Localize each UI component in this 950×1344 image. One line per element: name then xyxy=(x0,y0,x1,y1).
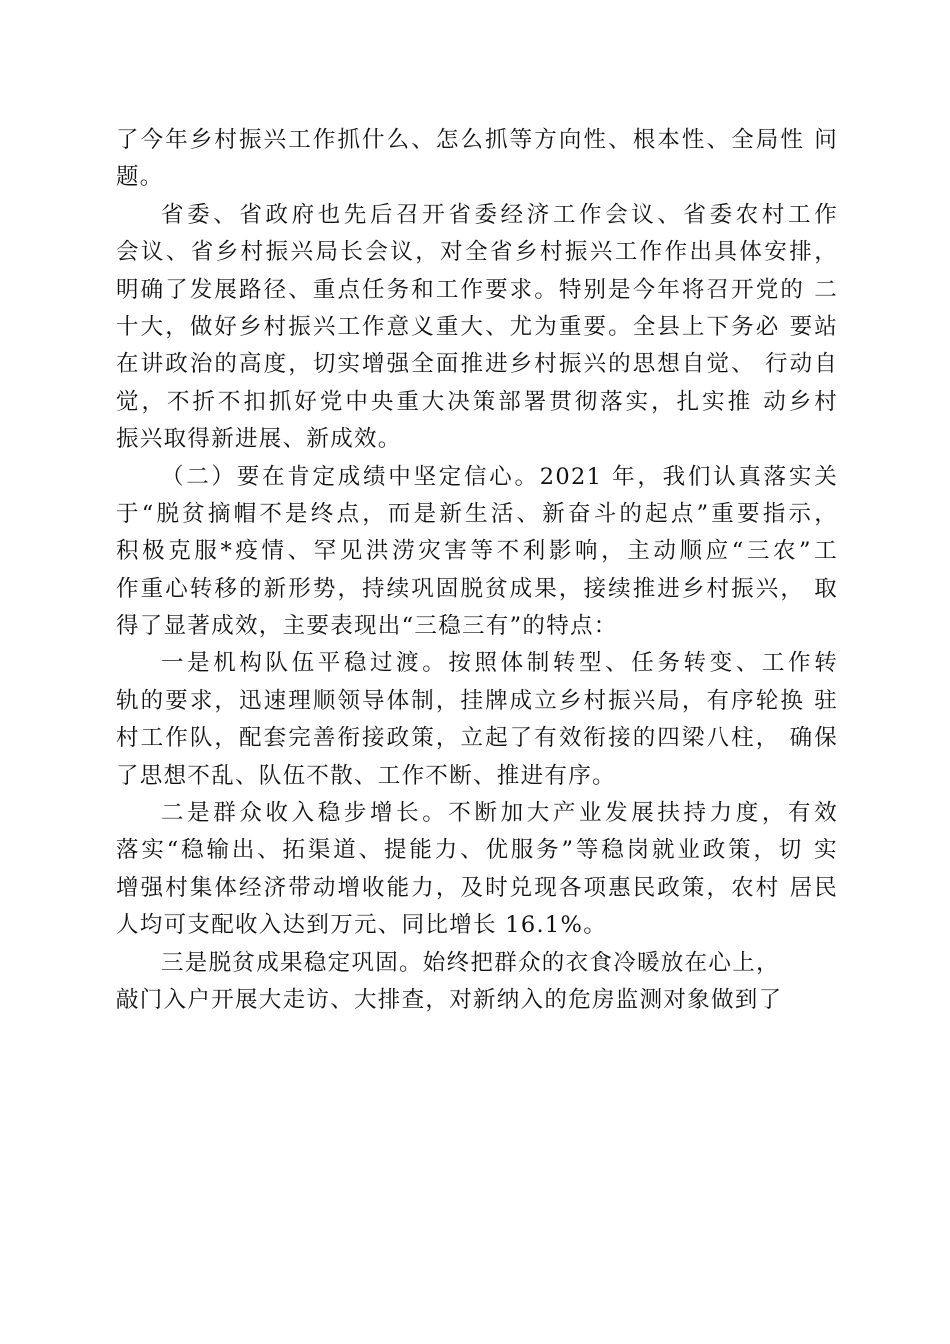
text-line: 落实“稳输出、拓渠道、提能力、优服务”等稳岗就业政策，切 实 xyxy=(116,837,838,864)
text-line: 敲门入户开展大走访、大排查，对新纳入的危房监测对象做到了 xyxy=(116,986,783,1013)
text-line: 作重心转移的新形势，持续巩固脱贫成果，接续推进乡村振兴， 取 xyxy=(116,575,838,602)
text-line: 明确了发展路径、重点任务和工作要求。特别是今年将召开党的 二 xyxy=(116,276,838,303)
text-line: 觉，不折不扣抓好党中央重大决策部署贯彻落实，扎实推 动乡村 xyxy=(116,388,838,415)
text-line: 十大，做好乡村振兴工作意义重大、尤为重要。全县上下务必 要站 xyxy=(116,313,838,340)
text-line: 了今年乡村振兴工作抓什么、怎么抓等方向性、根本性、全局性 问 xyxy=(116,127,838,153)
paragraph-start-line: 省委、省政府也先后召开省委经济工作会议、省委农村工作 xyxy=(161,201,838,228)
text-line: 会议、省乡村振兴局长会议，对全省乡村振兴工作作出具体安排， xyxy=(116,239,838,266)
text-line: 振兴取得新进展、新成效。 xyxy=(116,426,402,453)
paragraph-start-line: 一是机构队伍平稳过渡。按照体制转型、任务转变、工作转 xyxy=(161,650,838,677)
text-line: 题。 xyxy=(116,164,164,191)
paragraph-start-line: 二是群众收入稳步增长。不断加大产业发展扶持力度，有效 xyxy=(161,800,838,827)
text-line: 在讲政治的高度，切实增强全面推进乡村振兴的思想自觉、 行动自 xyxy=(116,351,838,378)
body-text xyxy=(116,122,838,1019)
paragraph-start-line: 三是脱贫成果稳定巩固。始终把群众的衣食冷暖放在心上， xyxy=(161,949,780,976)
text-line: 得了显著成效，主要表现出“三稳三有”的特点： xyxy=(116,613,618,640)
text-line: 增强村集体经济带动增收能力，及时兑现各项惠民政策，农村 居民 xyxy=(116,874,838,901)
paragraph-start-line: （二）要在肯定成绩中坚定信心。2021 年，我们认真落实关 xyxy=(161,463,838,490)
text-line: 人均可支配收入达到万元、同比增长 16.1%。 xyxy=(116,912,608,939)
text-line: 于“脱贫摘帽不是终点，而是新生活、新奋斗的起点”重要指示， xyxy=(116,500,838,527)
text-line: 村工作队，配套完善衔接政策，立起了有效衔接的四梁八柱， 确保 xyxy=(116,725,838,752)
text-line: 轨的要求，迅速理顺领导体制，挂牌成立乡村振兴局，有序轮换 驻 xyxy=(116,687,838,714)
text-line: 了思想不乱、队伍不散、工作不断、推进有序。 xyxy=(116,762,616,789)
text-line: 积极克服*疫情、罕见洪涝灾害等不利影响，主动顺应“三农”工 xyxy=(116,538,838,565)
